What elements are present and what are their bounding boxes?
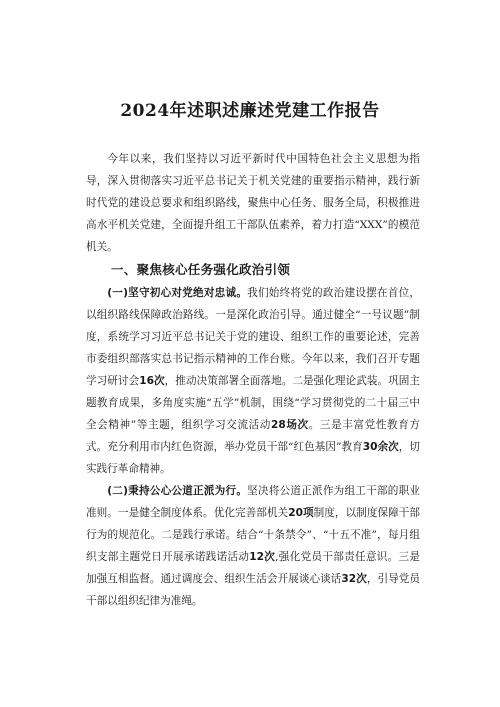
paragraph-text: ,强化党员干部责任意识。三是加强互相监督。通过调度会、组织生活会开展谈心谈话 [86,551,420,585]
highlight-number: 16次 [139,375,165,387]
paragraph-text: 制度，以制度保障干部行为的规范化。二是践行承诺。结合“十条禁令”、“十五不准”，每月组织支部主题党日开展承诺践诺活动 [86,507,421,563]
document-body [86,148,420,612]
paragraph-lead: (一)坚守初心对党绝对忠诚。 [107,287,248,299]
highlight-number: 32次 [341,573,367,585]
paragraph-text: ，引导党员干部以组织纪律为准绳。 [86,573,421,607]
paragraph-lead: (二)秉持公心公道正派为行。 [107,485,248,497]
paragraph-loyalty [86,282,420,480]
paragraph-integrity [86,480,420,612]
paragraph-text: ，推动决策部署全面落地。二是强化理论武装。巩固主题教育成果，多角度实施“五学”机制，围绕“学习贯彻党的二十届三中全会精神”等主题，组织学习交流活动 [86,375,421,431]
highlight-number: 20项 [288,507,314,519]
highlight-number: 28场次 [271,419,309,431]
document-title: 2024年述职述廉述党建工作报告 [120,101,380,121]
section-heading-1: 一、聚焦核心任务强化政治引领 [111,262,291,277]
paragraph-text: ，切实践行革命精神。 [86,441,420,475]
highlight-number: 30余次 [362,441,399,453]
intro-paragraph: 今年以来，我们坚持以习近平新时代中国特色社会主义思想为指导，深入贯彻落实习近平总书记关于机关党建的重要指示精神，践行新时代党的建设总要求和组织路线，聚焦中心任务、服务全局，积极推进高水平机关党建，全面提升组工干部队伍素养，着力打造“XXX”的模范机关。 [86,153,420,253]
paragraph-text: 坚决将公道正派作为组工干部的职业准则。一是健全制度体系。优化完善部机关 [86,485,421,519]
highlight-number: 12次 [249,551,276,563]
paragraph-text: 我们始终将党的政治建设摆在首位，以组织路线保障政治路线。一是深化政治引导。通过健全“一号议题”制度，系统学习习近平总书记关于党的建设、组织工作的重要论述，完善市委组织部落实总书记指示精神的工作台账。今年以来，我们召开专题学习研讨会 [86,287,421,387]
paragraph-text: 。三是丰富党性教育方式。充分利用市内红色资源，举办党员干部“红色基因”教育 [86,419,420,453]
